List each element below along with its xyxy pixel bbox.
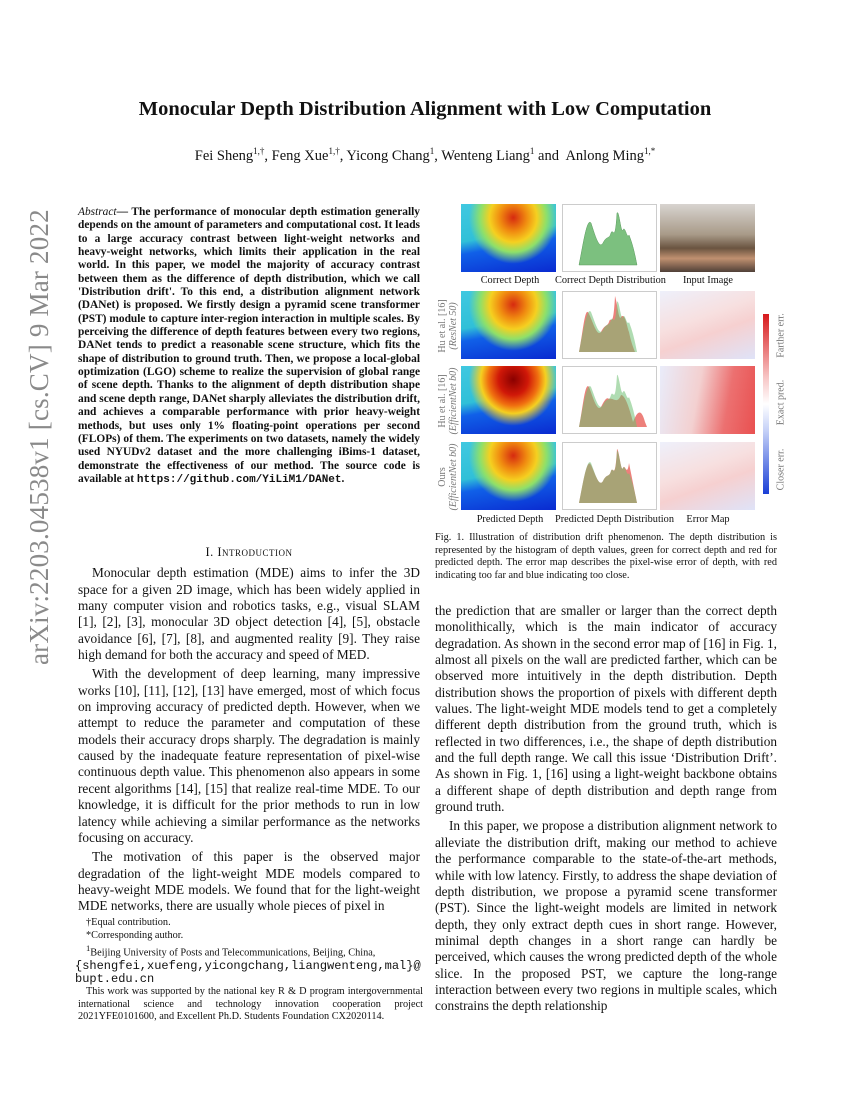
correct-depth-image <box>461 204 556 272</box>
author: Wenteng Liang <box>441 147 530 164</box>
paragraph: In this paper, we propose a distribution alignment network to alleviate the distribution drift, making our method to achieve the performance comparable to the state-of-the-art methods, while with low latency. Firstly, to address the shape deviation of depth distribution, we propose a pyramid scene transformer (PST). Since the light-weight models are limited in network depth, they only extract depth cues in short range. However, minimal depth changes in a short range can hardly be perceived, which causes the wrong predicted depth of the whole slice. In the proposed PST, we capture the long-range interaction between every two regions in multiple scales, which constrains the depth relationship <box>435 818 777 1014</box>
paragraph: With the development of deep learning, many impressive works [10], [11], [12], [13] have emerged, most of which focus on improving accuracy of predicted depth. However, when we attempt to reduce the parameter and computation of these models their accuracy drops sharply. The degradation is mainly caused by the inadequate feature representation of pixel-wise continuous depth value. This phenomenon also appears in some recent algorithms [14], [15] that realize real-time MDE. To our knowledge, it is difficult for the prior methods to run in low latency while achieving a similar performance as the networks focusing on accuracy. <box>78 666 420 845</box>
row-label-line1: Hu et al. [16] <box>437 299 448 353</box>
figure-1 <box>437 202 787 532</box>
row-label-line2: (ResNet 50) <box>448 302 459 350</box>
predicted-histogram-resnet50 <box>562 291 657 359</box>
abstract-text: The performance of monocular depth estimation generally depends on the amount of parameters and computational cost. It leads to a large accuracy contrast between light-weight networks and heavy-weight networks, which limits their application in the real world. In this paper, we model the majority of accuracy contrast between them as the difference of depth distribution, which we call 'Distribution drift'. To this end, a distribution alignment network (DANet) is proposed. We firstly design a pyramid scene transformer (PST) module to capture inter-region interaction in multiple scales. By perceiving the difference of depth features between every two regions, DANet tends to predict a reasonable scene structure, which fits the shape of distribution to ground truth. Then, we propose a local-global optimization (LGO) scheme to realize the supervision of global range of scene depth. Thanks to the alignment of depth distribution shape and scene depth range, DANet sharply alleviates the distribution drift, and achieves a comparable performance with prior heavy-weight methods, but uses only 1% floating-point operations per second (FLOPs) of them. The experiments on two datasets, namely the widely used NYUDv2 dataset and the more challenging iBims-1 dataset, demonstrate the effectiveness of our method. The source code is available at <box>78 206 420 485</box>
footnotes <box>75 917 423 1024</box>
colorbar-label-farther: Farther err. <box>775 313 787 358</box>
predicted-depth-resnet50 <box>461 291 556 359</box>
correct-depth-histogram <box>562 204 657 272</box>
author-list <box>0 146 850 165</box>
affil-sup: 1 <box>86 943 91 954</box>
abstract <box>78 206 420 487</box>
error-map-ours <box>660 442 755 510</box>
author: Anlong Ming <box>565 147 644 164</box>
abstract-end: . <box>341 472 345 485</box>
row-label-line1: Hu et al. [16] <box>437 374 448 428</box>
paper-title: Monocular Depth Distribution Alignment with Low Computation <box>138 98 712 120</box>
sep: , <box>264 147 272 164</box>
footnote-funding: This work was supported by the national key R & D program intergovernmental international science and technology innovation cooperation project 2021YFE0101600, and Excellent Ph.D. Students Foundation CX2020114. <box>78 986 423 1023</box>
footnote-corresponding: *Corresponding author. <box>86 929 184 941</box>
affil-text: Beijing University of Posts and Telecommunications, Beijing, China, <box>90 947 376 959</box>
error-colorbar <box>763 314 769 494</box>
predicted-histogram-ours <box>562 442 657 510</box>
label-predicted-depth: Predicted Depth <box>476 514 544 525</box>
footnote-equal: †Equal contribution. <box>86 917 171 928</box>
footnote-affiliation <box>78 942 423 960</box>
label-correct-distribution: Correct Depth Distribution <box>555 275 666 286</box>
label-correct-depth: Correct Depth <box>480 275 540 286</box>
row-label-line1: Ours <box>437 467 448 487</box>
footnote-emails: {shengfei,xuefeng,yicongchang,liangwenteng,mal}@bupt.edu.cn <box>75 959 421 987</box>
author-affil: 1 <box>429 146 435 156</box>
figure-caption: Fig. 1. Illustration of distribution drift phenomenon. The depth distribution is represented by the histogram of depth values, green for correct depth and red for predicted depth. The error map describes the pixel-wise error of depth, with red indicating too far and blue indicating too close. <box>435 532 777 581</box>
author: Yicong Chang <box>346 147 430 164</box>
predicted-histogram-efficientnet-hu <box>562 366 657 434</box>
section-heading: I. Introduction <box>205 545 293 559</box>
row-label-line2: (EfficientNet b0) <box>448 367 459 435</box>
right-column-body <box>435 603 777 1018</box>
predicted-depth-ours <box>461 442 556 510</box>
label-input-image: Input Image <box>682 275 734 286</box>
paragraph: Monocular depth estimation (MDE) aims to infer the 3D space for a given 2D image, which has been widely applied in many computer vision and robotics tasks, e.g., visual SLAM [1], [2], [3], monocular 3D object detection [4], [5], obstacle avoidance [6], [7], [8], and augmented reality [9]. They raise high demand for both the accuracy and speed of MED. <box>78 565 420 663</box>
left-column-body <box>78 536 420 918</box>
author: Fei Sheng <box>194 147 254 164</box>
sep: , <box>434 147 442 164</box>
paragraph: The motivation of this paper is the observed major degradation of the light-weight MDE models compared to heavy-weight MDE models. We found that for the light-weight MDE networks, there are usually whole pieces of pixel in <box>78 849 420 914</box>
arxiv-stamp: arXiv:2203.04538v1 [cs.CV] 9 Mar 2022 <box>24 209 54 665</box>
paragraph: the prediction that are smaller or larger than the correct depth monolithically, which is the main indicator of accuracy degradation. As shown in the second error map of [16] in Fig. 1, almost all pixels on the wall are predicted farther, which can be observed more intuitively in the depth distribution. Depth distribution shows the proportion of pixels with different depth values. The light-weight MDE models tend to get a completely different depth distribution from the ground truth, which is reflected in two differences, i.e., the shape of depth distribution and the full depth range. We call this issue ‘Distribution Drift’. As shown in Fig. 1, [16] using a light-weight backbone obtains a different shape of depth distribution and depth range from ground truth. <box>435 603 777 815</box>
source-code-link[interactable]: https://github.com/YiLiM1/DANet <box>136 473 342 486</box>
author-affil: 1,† <box>328 146 340 156</box>
colorbar-label-closer: Closer err. <box>775 448 787 491</box>
author-affil: 1 <box>529 146 535 156</box>
sep: , <box>339 147 347 164</box>
abstract-dash: — <box>116 206 132 218</box>
row-label-line2: (EfficientNet b0) <box>448 443 459 511</box>
error-map-resnet50 <box>660 291 755 359</box>
colorbar-label-exact: Exact pred. <box>775 379 787 426</box>
sep: and <box>534 147 563 164</box>
row-label-efficientnet-hu <box>437 361 459 441</box>
abstract-label: Abstract <box>78 206 117 218</box>
author: Feng Xue <box>271 147 329 164</box>
error-map-efficientnet-hu <box>660 366 755 434</box>
author-affil: 1,* <box>643 146 656 156</box>
label-error-map: Error Map <box>686 514 730 525</box>
row-label-resnet50 <box>437 286 459 366</box>
input-image <box>660 204 755 272</box>
author-affil: 1,† <box>253 146 265 156</box>
label-predicted-distribution: Predicted Depth Distribution <box>555 514 674 525</box>
row-label-ours <box>437 437 459 517</box>
predicted-depth-efficientnet-hu <box>461 366 556 434</box>
